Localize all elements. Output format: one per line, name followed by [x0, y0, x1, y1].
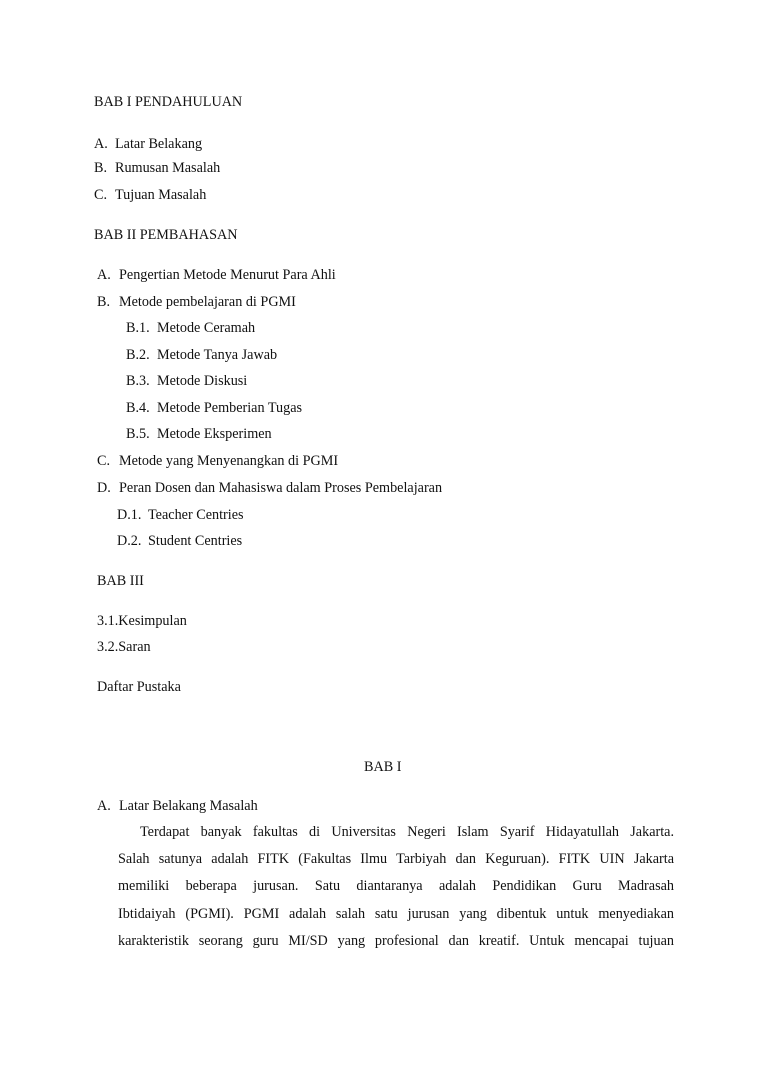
- toc-bab2-subitem-b3: [126, 372, 247, 390]
- toc-bab2-heading: BAB II PEMBAHASAN: [94, 227, 238, 243]
- section-heading: [97, 797, 258, 815]
- section-title: Latar Belakang Masalah: [119, 798, 258, 814]
- toc-bab1-item-c: [94, 186, 206, 204]
- toc-subitem-number: D.1.: [117, 507, 142, 523]
- toc-bab3-heading: BAB III: [97, 573, 144, 589]
- toc-item-number: B.: [94, 160, 108, 176]
- paragraph-line: karakteristik seorang guru MI/SD yang profesional dan kreatif. Untuk mencapai tujuan: [118, 933, 674, 949]
- toc-subitem-label: Teacher Centries: [148, 507, 244, 523]
- toc-item-label: Metode yang Menyenangkan di PGMI: [119, 453, 339, 469]
- toc-subitem-number: D.2.: [117, 533, 142, 549]
- toc-bab2-subitem-b2: [126, 346, 277, 364]
- toc-item-label: Latar Belakang: [115, 136, 203, 152]
- toc-bab2-subitem-b4: [126, 399, 302, 417]
- toc-bab1-item-b: [94, 159, 220, 177]
- chapter-title: BAB I: [364, 759, 402, 775]
- toc-subitem-label: Metode Eksperimen: [157, 426, 272, 442]
- toc-subitem-number: B.1.: [126, 320, 150, 336]
- toc-subitem-number: B.3.: [126, 373, 150, 389]
- toc-bab2-subitem-d2: [117, 532, 242, 550]
- toc-bab2-item-a: [97, 266, 336, 284]
- toc-item-label: Metode pembelajaran di PGMI: [119, 294, 296, 310]
- toc-references: Daftar Pustaka: [97, 679, 181, 695]
- toc-bab1-heading: BAB I PENDAHULUAN: [94, 94, 243, 110]
- paragraph-line: Ibtidaiyah (PGMI). PGMI adalah salah satu jurusan yang dibentuk untuk menyediakan: [118, 906, 674, 922]
- toc-subitem-number: B.4.: [126, 400, 150, 416]
- toc-item-label: Rumusan Masalah: [115, 160, 221, 176]
- toc-subitem-label: Metode Ceramah: [157, 320, 256, 336]
- toc-item-label: Peran Dosen dan Mahasiswa dalam Proses Pembelajaran: [119, 480, 443, 496]
- toc-item-number: C.: [94, 187, 108, 203]
- toc-bab3-item-kesimpulan: 3.1.Kesimpulan: [97, 613, 187, 629]
- toc-item-label: Pengertian Metode Menurut Para Ahli: [119, 267, 336, 283]
- toc-bab2-item-c: [97, 452, 338, 470]
- toc-subitem-label: Metode Pemberian Tugas: [157, 400, 303, 416]
- toc-bab2-item-b: [97, 293, 296, 311]
- paragraph-line: Salah satunya adalah FITK (Fakultas Ilmu Tarbiyah dan Keguruan). FITK UIN Jakarta: [118, 851, 674, 867]
- toc-subitem-label: Student Centries: [148, 533, 243, 549]
- toc-bab2-subitem-b1: [126, 319, 255, 337]
- toc-item-number: D.: [97, 480, 111, 496]
- toc-bab3-item-saran: 3.2.Saran: [97, 639, 151, 655]
- paragraph-line: Terdapat banyak fakultas di Universitas Negeri Islam Syarif Hidayatullah Jakarta.: [140, 824, 674, 840]
- paragraph-line: memiliki beberapa jurusan. Satu diantaranya adalah Pendidikan Guru Madrasah: [118, 878, 674, 894]
- toc-subitem-label: Metode Tanya Jawab: [157, 347, 278, 363]
- toc-subitem-number: B.2.: [126, 347, 150, 363]
- toc-subitem-number: B.5.: [126, 426, 150, 442]
- toc-bab2-subitem-b5: [126, 425, 272, 443]
- toc-item-number: B.: [97, 294, 111, 310]
- toc-bab2-subitem-d1: [117, 506, 244, 524]
- toc-item-number: A.: [94, 136, 108, 152]
- toc-item-label: Tujuan Masalah: [115, 187, 207, 203]
- toc-bab1-item-a: [94, 135, 202, 153]
- toc-item-number: A.: [97, 267, 111, 283]
- section-number: A.: [97, 798, 111, 814]
- toc-bab2-item-d: [97, 479, 442, 497]
- toc-subitem-label: Metode Diskusi: [157, 373, 248, 389]
- toc-item-number: C.: [97, 453, 111, 469]
